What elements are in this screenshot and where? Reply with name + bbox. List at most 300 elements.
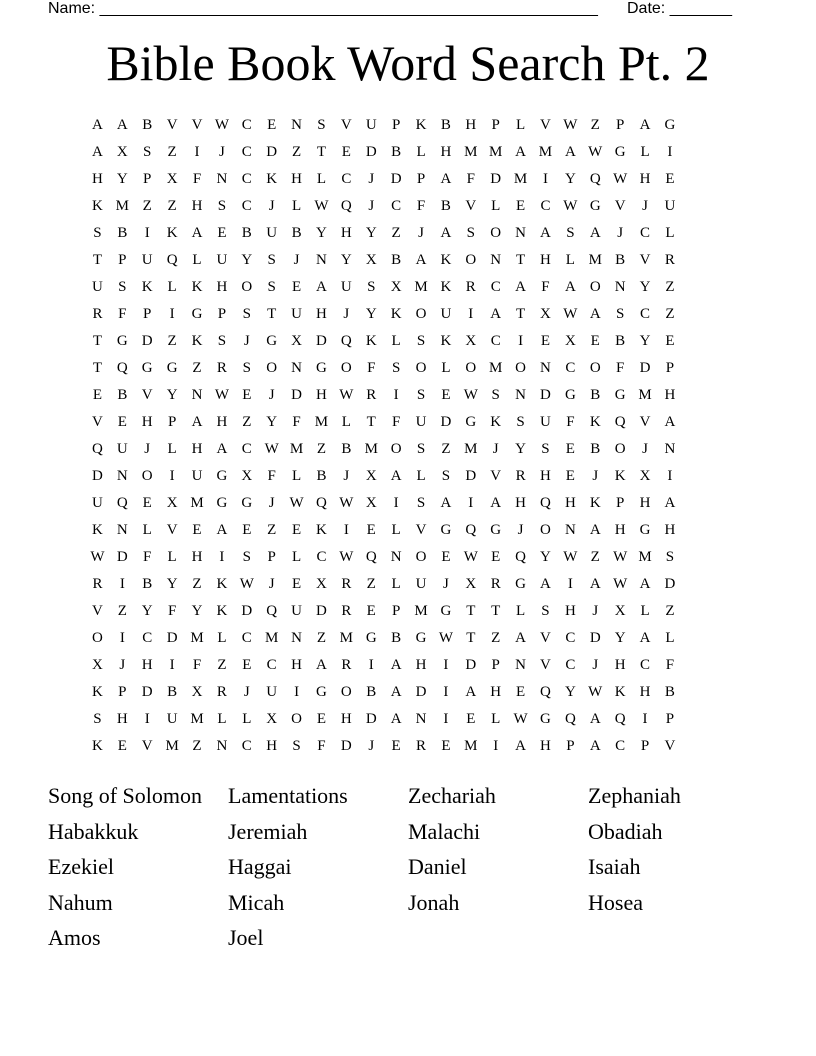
- grid-letter: J: [343, 468, 350, 484]
- grid-letter: O: [515, 360, 526, 376]
- grid-letter: G: [266, 333, 278, 349]
- grid-letter: A: [515, 279, 526, 295]
- grid-letter: I: [667, 468, 673, 484]
- grid-letter: A: [390, 657, 402, 673]
- grid-letter: B: [391, 144, 402, 160]
- grid-letter: G: [316, 684, 327, 700]
- grid-letter: F: [292, 414, 301, 430]
- grid-letter: E: [366, 603, 376, 619]
- grid-letter: H: [266, 738, 278, 754]
- grid-letter: X: [365, 468, 377, 484]
- grid-letter: N: [515, 657, 526, 673]
- grid-letter: U: [266, 684, 278, 700]
- grid-letter: T: [92, 333, 103, 349]
- grid-letter: Q: [340, 333, 352, 349]
- grid-letter: Q: [614, 414, 626, 430]
- word-search-grid: [85, 112, 733, 760]
- grid-letter: A: [390, 711, 402, 727]
- grid-letter: M: [289, 441, 304, 457]
- grid-letter: P: [491, 657, 500, 673]
- grid-letter: E: [92, 387, 103, 403]
- grid-letter: S: [267, 279, 276, 295]
- grid-letter: S: [93, 711, 102, 727]
- grid-letter: E: [516, 684, 526, 700]
- grid-letter: N: [415, 711, 427, 727]
- grid-letter: A: [92, 144, 103, 160]
- grid-letter: Y: [340, 252, 352, 268]
- date-field-line: Date: _______: [627, 0, 732, 17]
- grid-letter: J: [243, 333, 250, 349]
- grid-letter: V: [415, 522, 427, 538]
- grid-letter: F: [367, 360, 376, 376]
- grid-letter: E: [242, 522, 252, 538]
- grid-letter: C: [241, 198, 252, 214]
- grid-letter: S: [566, 225, 575, 241]
- grid-letter: D: [540, 387, 551, 403]
- grid-letter: Q: [340, 198, 352, 214]
- grid-letter: N: [216, 171, 228, 187]
- grid-letter: H: [614, 522, 626, 538]
- grid-letter: I: [393, 495, 399, 511]
- grid-letter: H: [340, 711, 352, 727]
- grid-letter: S: [242, 360, 251, 376]
- grid-letter: B: [241, 225, 252, 241]
- grid-letter: K: [440, 252, 452, 268]
- grid-letter: E: [117, 738, 127, 754]
- grid-letter: I: [667, 144, 673, 160]
- grid-letter: J: [368, 198, 375, 214]
- grid-letter: M: [464, 441, 478, 457]
- grid-letter: N: [316, 252, 327, 268]
- grid-letter: E: [565, 441, 575, 457]
- grid-row: [85, 544, 733, 571]
- grid-letter: I: [642, 711, 648, 727]
- grid-letter: L: [291, 468, 302, 484]
- grid-letter: A: [664, 495, 676, 511]
- grid-letter: R: [341, 576, 352, 592]
- word-list-item: Hosea: [588, 889, 643, 915]
- grid-letter: Z: [316, 441, 327, 457]
- grid-letter: Q: [589, 171, 601, 187]
- grid-letter: M: [190, 711, 204, 727]
- grid-letter: D: [465, 468, 477, 484]
- grid-letter: K: [365, 333, 377, 349]
- grid-letter: K: [92, 198, 103, 214]
- grid-row: [85, 112, 733, 139]
- grid-letter: I: [194, 144, 200, 160]
- grid-letter: F: [143, 549, 152, 565]
- grid-letter: G: [589, 198, 601, 214]
- grid-letter: S: [118, 279, 127, 295]
- grid-letter: Z: [167, 198, 177, 214]
- grid-letter: S: [267, 252, 276, 268]
- grid-letter: M: [638, 549, 652, 565]
- grid-letter: F: [192, 657, 202, 673]
- grid-letter: B: [391, 630, 402, 646]
- grid-letter: X: [166, 171, 178, 187]
- grid-letter: Q: [116, 360, 128, 376]
- grid-letter: E: [466, 711, 476, 727]
- grid-letter: Z: [665, 279, 675, 295]
- grid-letter: D: [316, 603, 327, 619]
- grid-letter: D: [92, 468, 103, 484]
- grid-letter: D: [415, 684, 427, 700]
- grid-letter: S: [541, 603, 550, 619]
- grid-letter: G: [365, 630, 377, 646]
- grid-letter: C: [640, 306, 651, 322]
- grid-letter: O: [465, 360, 477, 376]
- grid-letter: B: [440, 117, 451, 133]
- grid-letter: A: [639, 630, 651, 646]
- grid-letter: G: [191, 306, 203, 322]
- grid-letter: A: [316, 279, 327, 295]
- grid-letter: H: [216, 414, 228, 430]
- grid-letter: I: [144, 711, 150, 727]
- grid-letter: K: [166, 225, 178, 241]
- grid-letter: I: [144, 225, 150, 241]
- grid-letter: Y: [141, 603, 153, 619]
- grid-letter: A: [664, 414, 676, 430]
- grid-letter: I: [468, 306, 474, 322]
- grid-letter: P: [118, 252, 127, 268]
- grid-letter: P: [391, 603, 401, 619]
- grid-letter: C: [241, 630, 252, 646]
- grid-letter: I: [119, 576, 125, 592]
- grid-letter: A: [564, 144, 576, 160]
- grid-letter: Y: [365, 225, 377, 241]
- grid-letter: V: [540, 630, 551, 646]
- grid-letter: W: [588, 144, 603, 160]
- grid-letter: Z: [192, 360, 202, 376]
- name-field-line: Name: ________________________________________________________: [48, 0, 598, 17]
- grid-row: [85, 220, 733, 247]
- grid-letter: A: [440, 495, 452, 511]
- grid-letter: L: [391, 333, 401, 349]
- grid-letter: X: [116, 144, 128, 160]
- grid-letter: P: [615, 117, 625, 133]
- grid-letter: U: [664, 198, 676, 214]
- grid-row: [85, 274, 733, 301]
- grid-letter: B: [391, 252, 402, 268]
- grid-letter: T: [92, 252, 103, 268]
- grid-letter: U: [191, 468, 203, 484]
- grid-letter: L: [316, 171, 327, 187]
- grid-letter: F: [466, 171, 475, 187]
- grid-letter: V: [540, 117, 551, 133]
- grid-letter: R: [416, 738, 427, 754]
- grid-letter: Z: [665, 603, 675, 619]
- grid-letter: X: [365, 252, 377, 268]
- grid-letter: N: [116, 522, 128, 538]
- grid-letter: X: [291, 333, 302, 349]
- grid-row: [85, 652, 733, 679]
- grid-letter: S: [292, 738, 301, 754]
- grid-letter: S: [143, 144, 152, 160]
- word-list-item: Lamentations: [228, 783, 348, 808]
- grid-letter: V: [92, 414, 103, 430]
- grid-letter: L: [167, 441, 177, 457]
- word-list-item: Jeremiah: [228, 818, 308, 844]
- grid-letter: I: [518, 333, 524, 349]
- word-list-item: Daniel: [408, 854, 467, 879]
- grid-letter: Z: [316, 630, 327, 646]
- grid-letter: H: [639, 684, 651, 700]
- grid-letter: M: [489, 144, 503, 160]
- grid-letter: A: [540, 225, 551, 241]
- grid-letter: R: [366, 387, 377, 403]
- grid-letter: E: [117, 414, 127, 430]
- grid-letter: I: [343, 522, 349, 538]
- grid-letter: A: [515, 630, 526, 646]
- grid-letter: Z: [590, 117, 600, 133]
- grid-letter: S: [317, 117, 326, 133]
- grid-letter: Y: [614, 630, 626, 646]
- grid-letter: L: [640, 603, 650, 619]
- grid-letter: I: [119, 630, 125, 646]
- grid-letter: P: [217, 306, 227, 322]
- grid-letter: G: [166, 360, 178, 376]
- grid-letter: U: [415, 576, 427, 592]
- grid-letter: J: [492, 441, 499, 457]
- grid-letter: E: [441, 387, 451, 403]
- grid-letter: C: [142, 630, 153, 646]
- grid-letter: A: [564, 279, 576, 295]
- grid-letter: F: [267, 468, 276, 484]
- grid-letter: D: [390, 171, 402, 187]
- grid-letter: K: [92, 522, 103, 538]
- grid-letter: W: [463, 387, 478, 403]
- grid-letter: C: [565, 360, 576, 376]
- grid-letter: H: [540, 252, 551, 268]
- grid-letter: L: [167, 279, 177, 295]
- grid-letter: X: [241, 468, 253, 484]
- grid-letter: M: [190, 495, 204, 511]
- grid-letter: H: [564, 495, 576, 511]
- grid-letter: H: [614, 657, 626, 673]
- grid-letter: Q: [515, 549, 526, 565]
- grid-letter: X: [465, 576, 477, 592]
- grid-row: [85, 139, 733, 166]
- grid-letter: B: [341, 441, 352, 457]
- grid-letter: V: [92, 603, 103, 619]
- word-list-item: Zechariah: [408, 783, 496, 808]
- grid-letter: M: [414, 603, 428, 619]
- grid-letter: B: [291, 225, 302, 241]
- grid-letter: A: [390, 468, 402, 484]
- grid-letter: F: [541, 279, 550, 295]
- grid-letter: C: [565, 630, 576, 646]
- grid-letter: H: [639, 171, 651, 187]
- grid-letter: S: [416, 333, 426, 349]
- grid-letter: A: [639, 117, 651, 133]
- grid-letter: Y: [316, 225, 327, 241]
- grid-letter: L: [416, 468, 426, 484]
- grid-letter: Y: [191, 603, 203, 619]
- grid-letter: N: [515, 225, 526, 241]
- grid-letter: J: [517, 522, 524, 538]
- grid-letter: I: [542, 171, 548, 187]
- word-list: [48, 778, 768, 956]
- grid-letter: U: [216, 252, 228, 268]
- grid-letter: U: [291, 306, 302, 322]
- grid-letter: A: [216, 522, 228, 538]
- grid-letter: F: [317, 738, 326, 754]
- grid-letter: X: [316, 576, 327, 592]
- grid-letter: M: [588, 252, 602, 268]
- grid-letter: H: [92, 171, 103, 187]
- grid-letter: E: [242, 387, 252, 403]
- grid-letter: K: [141, 279, 153, 295]
- grid-letter: L: [142, 522, 152, 538]
- grid-letter: A: [116, 117, 128, 133]
- grid-letter: H: [540, 468, 551, 484]
- grid-letter: T: [316, 144, 327, 160]
- grid-letter: L: [491, 711, 501, 727]
- grid-letter: H: [639, 495, 651, 511]
- grid-letter: W: [513, 711, 528, 727]
- grid-letter: O: [266, 360, 278, 376]
- word-list-item: Amos: [48, 925, 101, 950]
- grid-letter: H: [465, 117, 477, 133]
- grid-letter: J: [218, 144, 225, 160]
- grid-row: [85, 193, 733, 220]
- grid-letter: A: [390, 684, 402, 700]
- grid-letter: B: [440, 198, 451, 214]
- grid-letter: W: [289, 495, 304, 511]
- grid-row: [85, 598, 733, 625]
- grid-letter: L: [242, 711, 252, 727]
- grid-letter: P: [640, 738, 650, 754]
- grid-letter: W: [314, 198, 329, 214]
- grid-letter: H: [664, 387, 676, 403]
- grid-letter: A: [515, 738, 526, 754]
- grid-letter: C: [640, 225, 651, 241]
- grid-letter: J: [442, 576, 449, 592]
- grid-letter: H: [316, 387, 327, 403]
- grid-letter: R: [465, 279, 476, 295]
- grid-letter: F: [416, 198, 426, 214]
- grid-letter: O: [490, 225, 502, 241]
- grid-letter: E: [540, 333, 551, 349]
- grid-letter: U: [166, 711, 178, 727]
- grid-letter: H: [191, 549, 203, 565]
- grid-letter: N: [390, 549, 402, 565]
- grid-letter: F: [192, 171, 202, 187]
- grid-letter: U: [92, 279, 103, 295]
- grid-letter: E: [267, 117, 277, 133]
- grid-letter: I: [443, 711, 449, 727]
- grid-letter: H: [564, 603, 576, 619]
- grid-letter: J: [592, 468, 599, 484]
- grid-letter: X: [540, 306, 551, 322]
- grid-row: [85, 733, 733, 760]
- grid-letter: T: [491, 603, 501, 619]
- grid-letter: Y: [241, 252, 253, 268]
- grid-letter: T: [267, 306, 277, 322]
- grid-letter: J: [368, 738, 375, 754]
- grid-letter: J: [642, 441, 648, 457]
- grid-letter: C: [241, 117, 252, 133]
- grid-letter: C: [490, 333, 501, 349]
- grid-letter: E: [441, 549, 451, 565]
- grid-letter: R: [341, 603, 352, 619]
- grid-letter: D: [141, 333, 153, 349]
- grid-letter: E: [316, 711, 327, 727]
- grid-letter: M: [464, 738, 478, 754]
- grid-letter: P: [491, 117, 500, 133]
- grid-letter: P: [143, 171, 152, 187]
- grid-letter: N: [116, 468, 128, 484]
- grid-letter: D: [589, 630, 601, 646]
- grid-letter: U: [540, 414, 551, 430]
- grid-row: [85, 679, 733, 706]
- grid-letter: L: [291, 549, 302, 565]
- grid-letter: U: [116, 441, 128, 457]
- grid-letter: R: [92, 306, 103, 322]
- grid-letter: W: [563, 306, 578, 322]
- grid-letter: D: [116, 549, 128, 565]
- grid-letter: D: [639, 360, 651, 376]
- grid-letter: E: [142, 495, 152, 511]
- grid-letter: S: [242, 306, 251, 322]
- grid-letter: Z: [192, 738, 202, 754]
- grid-letter: A: [589, 225, 601, 241]
- grid-letter: H: [291, 171, 302, 187]
- grid-letter: H: [515, 495, 526, 511]
- grid-letter: X: [166, 495, 178, 511]
- grid-letter: Y: [564, 171, 576, 187]
- grid-letter: K: [440, 279, 452, 295]
- grid-letter: F: [665, 657, 675, 673]
- grid-letter: W: [563, 117, 578, 133]
- grid-letter: I: [169, 306, 175, 322]
- grid-letter: M: [190, 630, 204, 646]
- grid-letter: Z: [665, 306, 675, 322]
- grid-letter: S: [217, 198, 227, 214]
- grid-letter: Q: [365, 549, 377, 565]
- grid-letter: H: [316, 306, 327, 322]
- grid-letter: N: [291, 630, 302, 646]
- grid-letter: Y: [266, 414, 278, 430]
- grid-letter: E: [391, 738, 401, 754]
- grid-row: [85, 625, 733, 652]
- grid-letter: O: [540, 522, 551, 538]
- grid-row: [85, 247, 733, 274]
- grid-row: [85, 328, 733, 355]
- grid-letter: E: [441, 738, 451, 754]
- grid-letter: I: [169, 657, 175, 673]
- grid-letter: G: [664, 117, 676, 133]
- grid-letter: J: [268, 495, 275, 511]
- grid-letter: D: [266, 144, 278, 160]
- grid-letter: A: [589, 522, 601, 538]
- grid-letter: T: [466, 630, 476, 646]
- word-list-item: Zephaniah: [588, 783, 681, 808]
- grid-letter: E: [291, 279, 302, 295]
- grid-letter: A: [191, 225, 203, 241]
- grid-letter: R: [490, 576, 501, 592]
- grid-letter: K: [316, 522, 327, 538]
- grid-letter: M: [414, 279, 428, 295]
- grid-letter: W: [463, 549, 478, 565]
- grid-letter: L: [516, 603, 526, 619]
- grid-row: [85, 166, 733, 193]
- grid-letter: A: [465, 684, 477, 700]
- grid-letter: B: [664, 684, 675, 700]
- grid-letter: L: [217, 630, 227, 646]
- grid-letter: H: [191, 441, 203, 457]
- grid-letter: M: [513, 171, 528, 187]
